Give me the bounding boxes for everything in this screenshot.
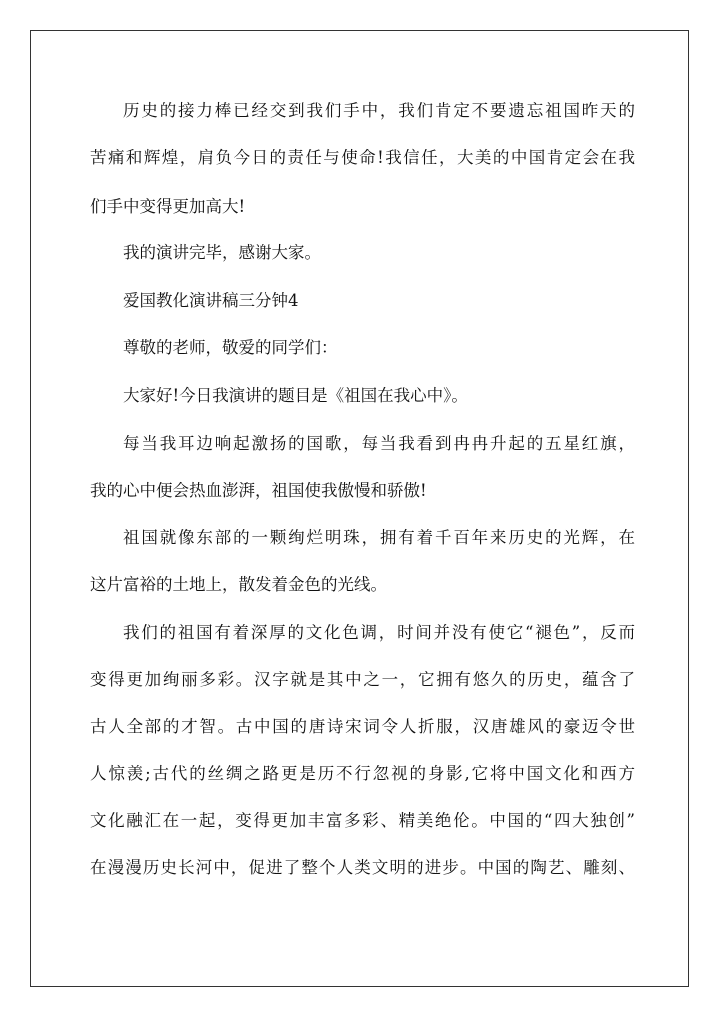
paragraph-line-14: 古人全部的才智。古中国的唐诗宋词令人折服，汉唐雄风的豪迈令世 bbox=[90, 717, 635, 736]
page-border bbox=[30, 30, 689, 987]
paragraph-line-8: 每当我耳边响起激扬的国歌，每当我看到冉冉升起的五星红旗， bbox=[123, 434, 635, 453]
section-heading: 爱国教化演讲稿三分钟4 bbox=[123, 291, 299, 310]
paragraph-line-11: 这片富裕的土地上，散发着金色的光线。 bbox=[90, 575, 387, 594]
paragraph-line-16: 文化融汇在一起，变得更加丰富多彩、精美绝伦。中国的“四大独创” bbox=[90, 811, 635, 830]
paragraph-line-10: 祖国就像东部的一颗绚烂明珠，拥有着千百年来历史的光辉，在 bbox=[123, 528, 635, 547]
salutation-line: 尊敬的老师，敬爱的同学们： bbox=[123, 338, 338, 357]
greeting-line: 大家好!今日我演讲的题目是《祖国在我心中》。 bbox=[123, 386, 468, 405]
paragraph-line-1: 历史的接力棒已经交到我们手中，我们肯定不要遗忘祖国昨天的 bbox=[123, 101, 635, 120]
paragraph-line-2: 苦痛和辉煌，肩负今日的责任与使命!我信任，大美的中国肯定会在我 bbox=[90, 148, 635, 167]
paragraph-line-9: 我的心中便会热血澎湃，祖国使我傲慢和骄傲! bbox=[90, 481, 427, 500]
paragraph-line-13: 变得更加绚丽多彩。汉字就是其中之一，它拥有悠久的历史，蕴含了 bbox=[90, 670, 635, 689]
paragraph-line-17: 在漫漫历史长河中，促进了整个人类文明的进步。中国的陶艺、雕刻、 bbox=[90, 858, 635, 877]
paragraph-line-3: 们手中变得更加高大! bbox=[90, 197, 246, 216]
paragraph-line-15: 人惊羡;古代的丝绸之路更是历不行忽视的身影,它将中国文化和西方 bbox=[90, 764, 635, 783]
paragraph-line-12: 我们的祖国有着深厚的文化色调，时间并没有使它“褪色”，反而 bbox=[123, 623, 635, 642]
paragraph-line-4: 我的演讲完毕，感谢大家。 bbox=[123, 243, 321, 262]
